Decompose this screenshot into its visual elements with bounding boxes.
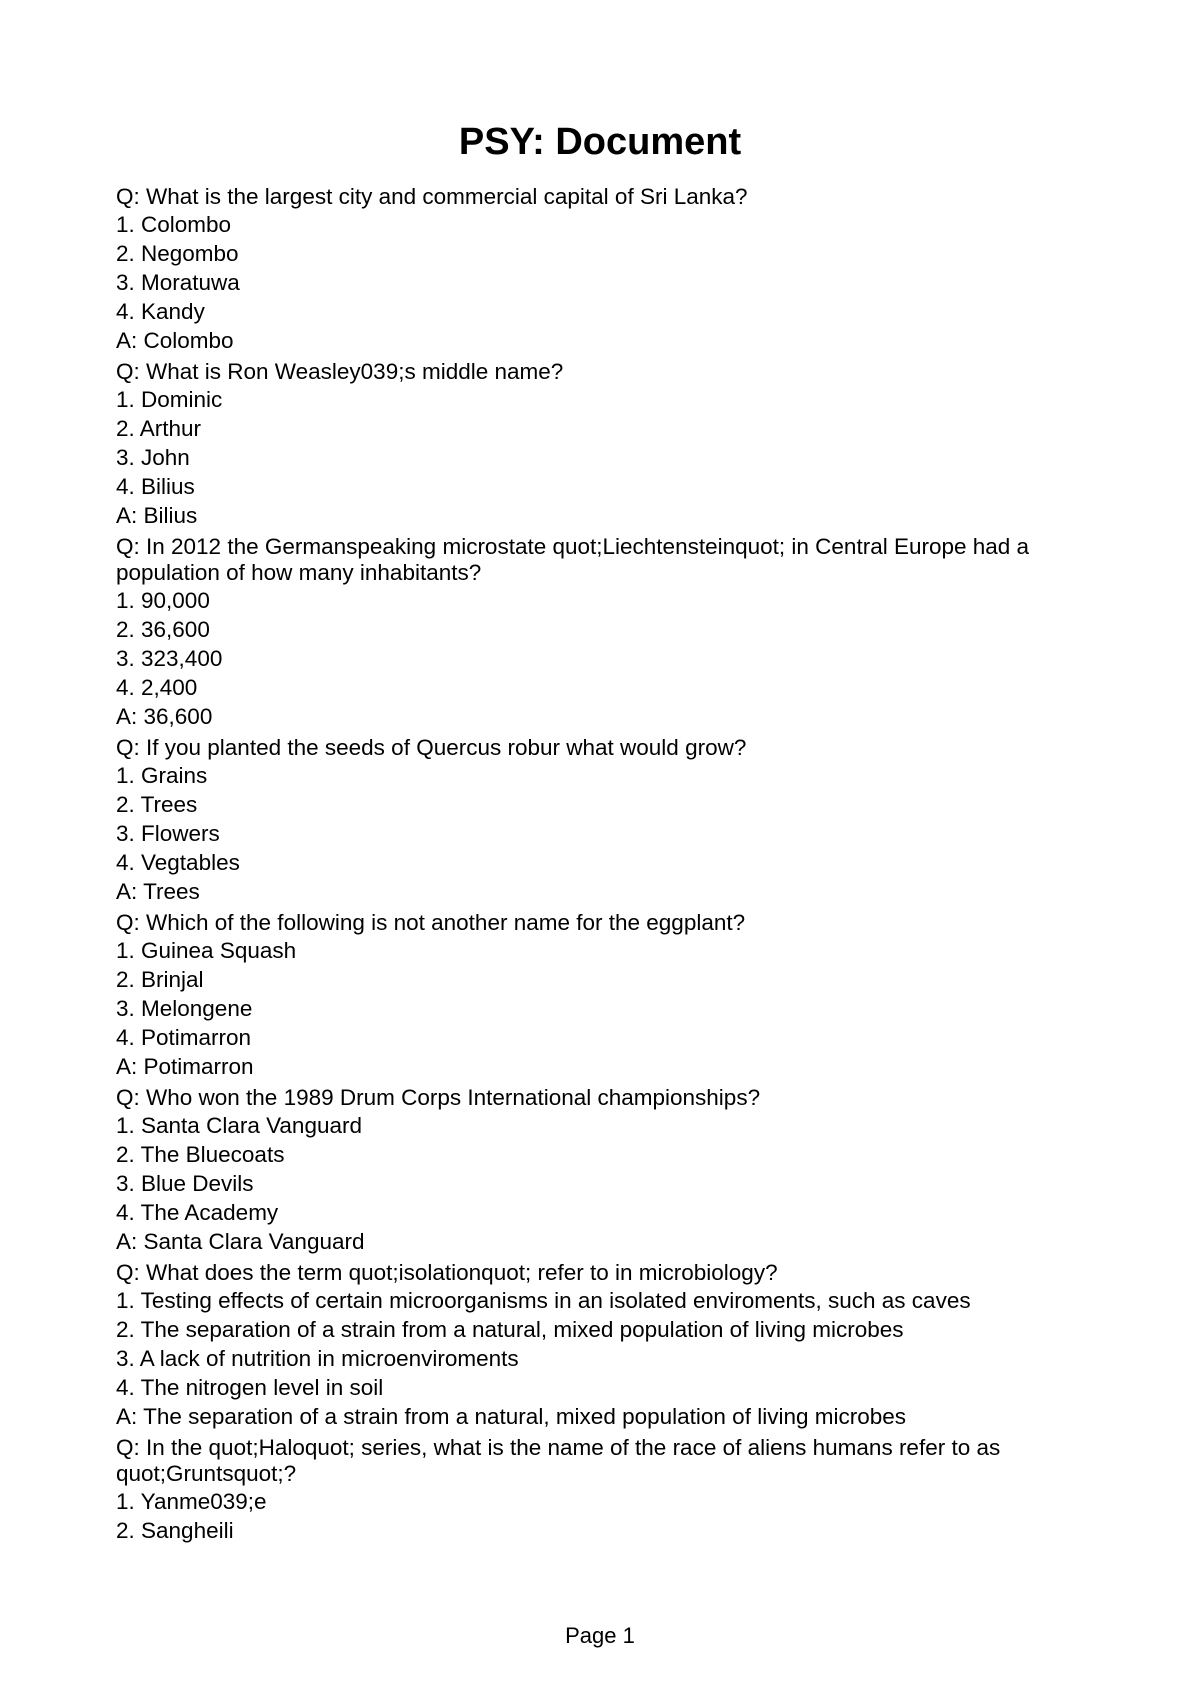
page-number: Page 1 <box>565 1623 635 1648</box>
question-text: Q: What is the largest city and commercial capital of Sri Lanka? <box>116 184 748 209</box>
answer-option: 1. Testing effects of certain microorganisms in an isolated enviroments, such as caves <box>116 1288 971 1313</box>
correct-answer: A: The separation of a strain from a natural, mixed population of living microbes <box>116 1404 906 1429</box>
answer-option: 2. Trees <box>116 792 198 817</box>
correct-answer: A: Potimarron <box>116 1054 254 1079</box>
answer-option: 4. The nitrogen level in soil <box>116 1375 384 1400</box>
answer-option: 2. Sangheili <box>116 1518 234 1543</box>
question-text: Q: In the quot;Haloquot; series, what is the name of the race of aliens humans refer to as quot;Gruntsquot;? <box>116 1435 1001 1486</box>
question-text: Q: Which of the following is not another name for the eggplant? <box>116 910 746 935</box>
question-text: Q: Who won the 1989 Drum Corps International championships? <box>116 1085 761 1110</box>
answer-option: 3. Moratuwa <box>116 270 240 295</box>
question-text: Q: What does the term quot;isolationquot; refer to in microbiology? <box>116 1260 778 1285</box>
answer-option: 2. 36,600 <box>116 617 210 642</box>
answer-option: 4. Bilius <box>116 474 195 499</box>
answer-option: 3. A lack of nutrition in microenviroments <box>116 1346 519 1371</box>
answer-option: 1. Dominic <box>116 387 223 412</box>
answer-option: 4. Vegtables <box>116 850 240 875</box>
answer-option: 2. Brinjal <box>116 967 204 992</box>
correct-answer: A: Trees <box>116 879 200 904</box>
quiz-content <box>116 184 1106 1545</box>
answer-option: 1. Guinea Squash <box>116 938 297 963</box>
answer-option: 3. 323,400 <box>116 646 223 671</box>
answer-option: 3. Blue Devils <box>116 1171 254 1196</box>
correct-answer: A: Colombo <box>116 328 234 353</box>
question-text: Q: What is Ron Weasley039;s middle name? <box>116 359 564 384</box>
answer-option: 3. Flowers <box>116 821 220 846</box>
answer-option: 4. 2,400 <box>116 675 198 700</box>
question-text: Q: If you planted the seeds of Quercus robur what would grow? <box>116 735 747 760</box>
answer-option: 1. Santa Clara Vanguard <box>116 1113 362 1138</box>
answer-option: 3. John <box>116 445 190 470</box>
answer-option: 1. Yanme039;e <box>116 1489 267 1514</box>
answer-option: 4. Potimarron <box>116 1025 252 1050</box>
document-title: PSY: Document <box>458 121 742 163</box>
answer-option: 2. The Bluecoats <box>116 1142 285 1167</box>
answer-option: 2. Arthur <box>116 416 202 441</box>
answer-option: 3. Melongene <box>116 996 253 1021</box>
question-text: Q: In 2012 the Germanspeaking microstate quot;Liechtensteinquot; in Central Europe had a population of how many inhabitants? <box>116 534 1030 585</box>
answer-option: 4. The Academy <box>116 1200 279 1225</box>
answer-option: 2. Negombo <box>116 241 239 266</box>
answer-option: 1. 90,000 <box>116 588 210 613</box>
answer-option: 1. Colombo <box>116 212 232 237</box>
correct-answer: A: Santa Clara Vanguard <box>116 1229 365 1254</box>
correct-answer: A: Bilius <box>116 503 198 528</box>
answer-option: 2. The separation of a strain from a natural, mixed population of living microbes <box>116 1317 904 1342</box>
answer-option: 4. Kandy <box>116 299 205 324</box>
answer-option: 1. Grains <box>116 763 208 788</box>
correct-answer: A: 36,600 <box>116 704 213 729</box>
